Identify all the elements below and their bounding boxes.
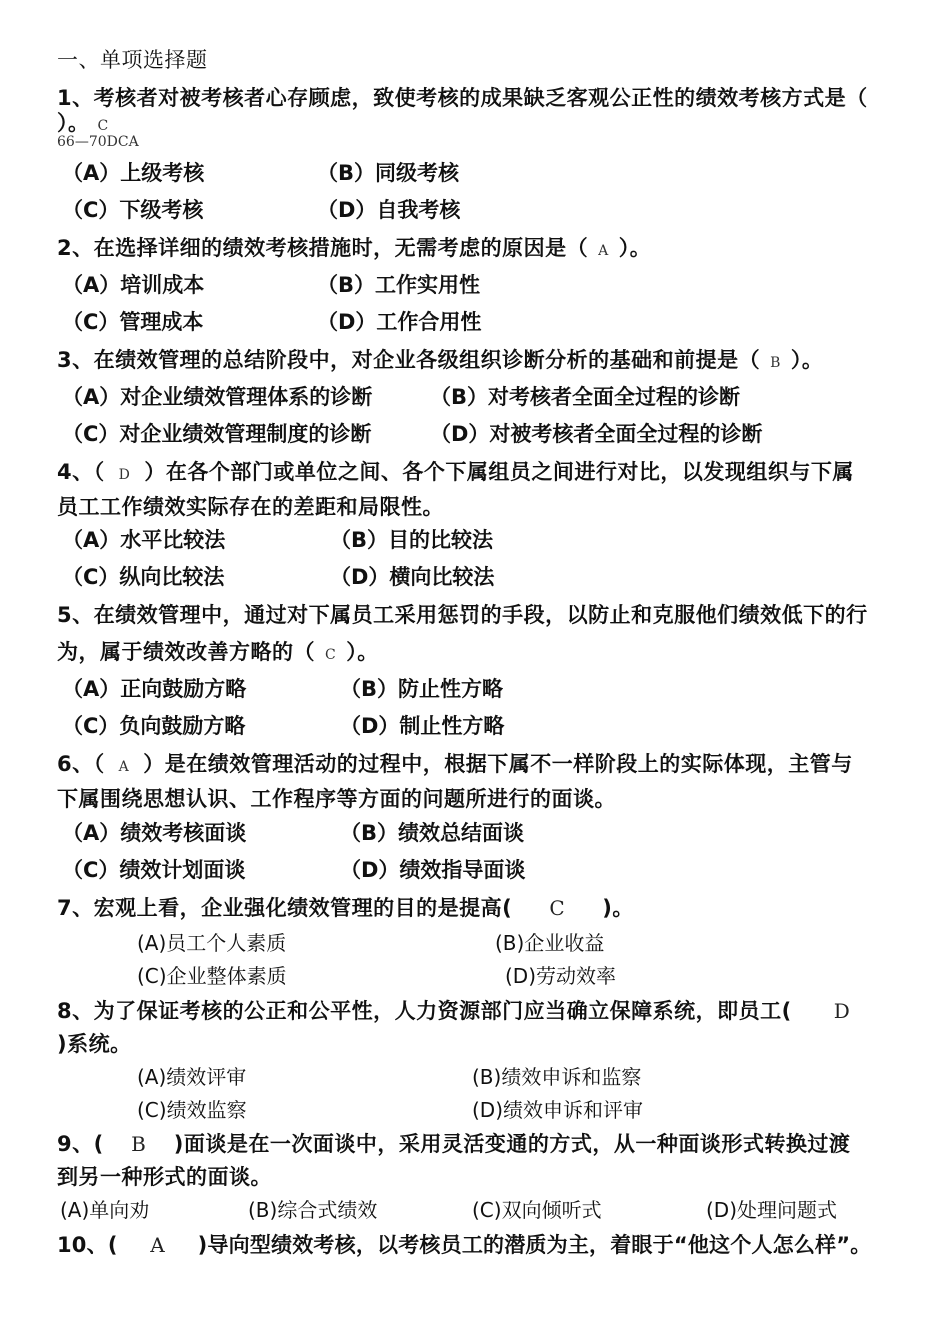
q7-answer: C [549,896,566,920]
q3-answer: B [770,355,781,371]
q1-note: 66—70DCA [57,134,139,150]
q7-option-b: (B)企业收益 [495,931,605,955]
q10-answer: A [150,1233,165,1257]
q5-stem-line2 [57,638,379,669]
q4-option-b: （B）目的比较法 [330,528,494,552]
q4-stem-line1 [57,458,854,489]
q4-stem-after: ）在各个部门或单位之间、各个下属组员之间进行对比，以发现组织与下属 [144,460,854,484]
q5-option-c: （C）负向鼓励方略 [62,714,246,738]
q9-stem-line2: 到另一种形式的面谈。 [57,1165,272,1189]
q6-option-a: （A）绩效考核面谈 [62,821,247,845]
q9-option-c: (C)双向倾听式 [472,1198,602,1222]
q6-stem-line1 [57,750,853,781]
q2-option-b: （B）工作实用性 [317,273,481,297]
section-title: 一、单项选择题 [57,48,208,72]
q8-option-a: (A)绩效评审 [137,1065,247,1089]
q2-answer: A [598,243,609,259]
q5-option-b: （B）防止性方略 [340,677,504,701]
q2-stem-after: ）。 [618,236,652,260]
q8-stem-before: 8、为了保证考核的公正和公平性，人力资源部门应当确立保障系统，即员工( [57,999,792,1023]
q9-stem-line1 [57,1130,850,1158]
q9-option-b: (B)综合式绩效 [248,1198,378,1222]
q8-answer: D [833,999,851,1023]
q2-stem-before: 2、在选择详细的绩效考核措施时，无需考虑的原因是（ [57,236,589,260]
q2-option-c: （C）管理成本 [62,310,204,334]
q3-stem-after: ）。 [790,348,824,372]
q5-option-d: （D）制止性方略 [340,714,505,738]
q5-option-a: （A）正向鼓励方略 [62,677,247,701]
q1-stem-line1: 1、考核者对被考核者心存顾虑，致使考核的成果缺乏客观公正性的绩效考核方式是（ [57,86,868,110]
q10-stem-before: 10、( [57,1233,118,1257]
q1-option-d: （D）自我考核 [317,198,461,222]
q4-option-d: （D）横向比较法 [330,565,495,589]
q8-option-d: (D)绩效申诉和评审 [472,1098,644,1122]
q6-option-c: （C）绩效计划面谈 [62,858,246,882]
q4-stem-before: 4、（ [57,460,105,484]
q8-option-b: (B)绩效申诉和监察 [472,1065,642,1089]
q4-answer: D [118,467,131,483]
q10-stem-after: )导向型绩效考核，以考核员工的潜质为主，着眼于“他这个人怎么样”。 [197,1233,872,1257]
q7-option-c: (C)企业整体素质 [137,964,287,988]
q6-answer: A [118,759,130,775]
q3-option-b: （B）对考核者全面全过程的诊断 [430,385,741,409]
q2-stem [57,234,651,265]
q2-option-d: （D）工作合用性 [317,310,482,334]
q8-option-c: (C)绩效监察 [137,1098,247,1122]
q7-option-d: (D)劳动效率 [505,964,617,988]
q5-stem-after: ）。 [346,640,379,664]
q6-option-d: （D）绩效指导面谈 [340,858,526,882]
q5-stem-before: 为，属于绩效改善方略的（ [57,640,315,664]
q8-stem-line2: )系统。 [57,1032,132,1056]
q7-option-a: (A)员工个人素质 [137,931,287,955]
q4-option-c: （C）纵向比较法 [62,565,225,589]
q4-option-a: （A）水平比较法 [62,528,226,552]
q7-stem-after: )。 [602,896,634,920]
q1-option-b: （B）同级考核 [317,161,460,185]
q3-stem-before: 3、在绩效管理的总结阶段中，对企业各级组织诊断分析的基础和前提是（ [57,348,761,372]
q3-option-c: （C）对企业绩效管理制度的诊断 [62,422,372,446]
q4-stem-line2: 员工工作绩效实际存在的差距和局限性。 [57,495,444,519]
q5-answer: C [325,647,337,663]
q3-option-a: （A）对企业绩效管理体系的诊断 [62,385,373,409]
q7-stem-before: 7、宏观上看，企业强化绩效管理的目的是提高( [57,896,513,920]
q9-stem-before: 9、( [57,1132,104,1156]
q5-stem-line1: 5、在绩效管理中，通过对下属员工采用惩罚的手段，以防止和克服他们绩效低下的行 [57,603,868,627]
q3-stem [57,346,823,377]
q10-stem [57,1231,871,1259]
q6-stem-before: 6、（ [57,752,105,776]
q1-option-a: （A）上级考核 [62,161,205,185]
q6-stem-after: ）是在绩效管理活动的过程中，根据下属不一样阶段上的实际体现，主管与 [143,752,853,776]
q9-option-d: (D)处理问题式 [706,1198,838,1222]
q8-stem-line1 [57,997,850,1025]
q1-answer: C [97,118,109,134]
q3-option-d: （D）对被考核者全面全过程的诊断 [430,422,763,446]
q6-option-b: （B）绩效总结面谈 [340,821,525,845]
q9-stem-after: )面谈是在一次面谈中，采用灵活变通的方式，从一种面谈形式转换过渡 [173,1132,851,1156]
q2-option-a: （A）培训成本 [62,273,205,297]
q1-stem-close: ）。 [57,111,90,135]
q9-answer: B [131,1132,147,1156]
q9-option-a: (A)单向劝 [60,1198,150,1222]
q7-stem [57,894,634,922]
q6-stem-line2: 下属围绕思想认识、工作程序等方面的问题所进行的面谈。 [57,787,616,811]
q1-option-c: （C）下级考核 [62,198,204,222]
